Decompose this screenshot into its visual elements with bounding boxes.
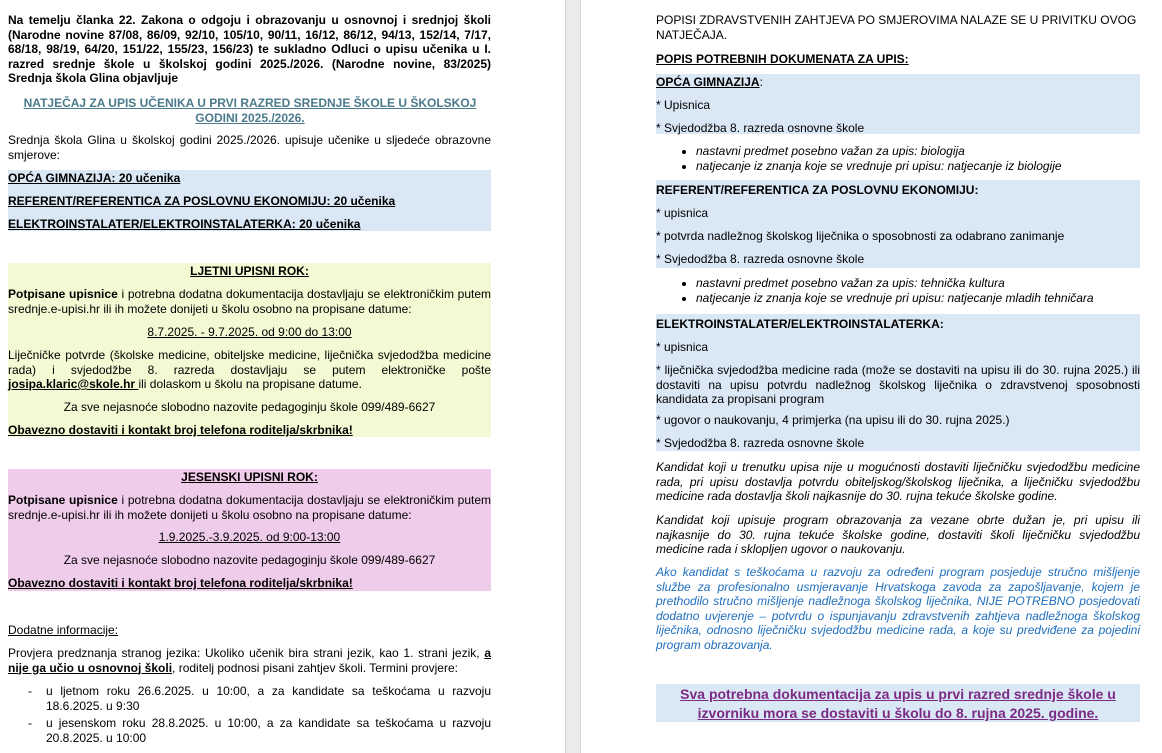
list-item: - u jesenskom roku 28.8.2025. u 10:00, a za kandidate sa teškoćama u razvoju 20.8.2025. u 10:00	[46, 716, 491, 745]
summer-enrolment-box	[8, 263, 491, 437]
list-item: • nastavni predmet posebno važan za upis: biologija	[696, 144, 1140, 159]
program-item: OPĆA GIMNAZIJA: 20 učenika	[8, 171, 181, 185]
final-notice-box	[656, 684, 1140, 722]
gym-bullets	[656, 144, 1140, 174]
summer-mandatory: Obavezno dostaviti i kontakt broj telefona roditelja/skrbnika!	[8, 423, 353, 437]
eco-docs-box	[656, 180, 1140, 268]
doc-item: * liječnička svjedodžba medicine rada (može se dostaviti na upisu ili do 30. rujna 2025.) ili dostaviti na upisu potvrdu nadležnog školskog liječnika o zdravstvenoj sposobnosti kandidata za propisani program	[656, 363, 1140, 406]
summer-medical-paragraph: Liječničke potvrde (školske medicine, obiteljske medicine, liječnička svjedodžba medicine rada) i svjedodžbe 8. razreda dostavljaju se putem elektroničke pošte josipa.klaric@skole.hr ili dolaskom u školu na propisane datume.	[8, 348, 491, 391]
gym-heading: OPĆA GIMNAZIJA:	[656, 75, 763, 89]
doc-item: * upisnica	[656, 206, 709, 220]
autumn-enrolment-box	[8, 469, 491, 591]
autumn-contact: Za sve nejasnoće slobodno nazovite pedagoginju škole 099/489-6627	[63, 553, 436, 567]
note-crafts: Kandidat koji upisuje program obrazovanja za vezane obrte dužan je, pri upisu ili najkasnije do 30. rujna tekuće školske godine, dostaviti školi liječničku svjedodžbu medicine rada i sklopljen ugovor o naukovanju.	[656, 513, 1140, 556]
doc-item: * Svjedodžba 8. razreda osnovne škole	[656, 121, 865, 135]
docs-heading: POPIS POTREBNIH DOKUMENATA ZA UPIS:	[656, 52, 909, 66]
summer-heading: LJETNI UPISNI ROK:	[190, 264, 309, 278]
page-gutter	[565, 0, 581, 753]
doc-item: * Svjedodžba 8. razreda osnovne škole	[656, 436, 865, 450]
program-item: REFERENT/REFERENTICA ZA POSLOVNU EKONOMIJU: 20 učenika	[8, 194, 396, 208]
enrol-text: Srednja škola Glina u školskoj godini 2025./2026. upisuje učenike u sljedeće obrazovne smjerove:	[8, 133, 491, 162]
list-item: • natjecanje iz znanja koje se vrednuje pri upisu: natjecanje iz biologije	[696, 159, 1140, 174]
summer-contact: Za sve nejasnoće slobodno nazovite pedagoginju škole 099/489-6627	[63, 400, 436, 414]
extra-info-list	[8, 684, 491, 748]
elec-heading: ELEKTROINSTALATER/ELEKTROINSTALATERKA:	[656, 317, 944, 331]
document-page-right	[581, 0, 1162, 753]
list-item: • nastavni predmet posebno važan za upis: tehnička kultura	[696, 276, 1140, 291]
note-disability: Ako kandidat s teškoćama u razvoju za određeni program posjeduje stručno mišljenje službe za profesionalno usmjeravanje Hrvatskoga zavoda za zapošljavanje, kojem je prethodilo stručno mišljenje nadležnoga školskog liječnika, NIJE POTREBNO posjedovati dodatno uvjerenje – potvrdu o ispunjavanju zdravstvenih zahtjeva nadležnoga školskog liječnika, odnosno liječničku svjedodžbu medicine rada, a koje su predviđene za pojedini program obrazovanja.	[656, 565, 1140, 652]
competition-title: NATJEČAJ ZA UPIS UČENIKA U PRVI RAZRED SREDNJE ŠKOLE U ŠKOLSKOJ GODINI 2025./2026.	[23, 96, 477, 125]
extra-info-heading: Dodatne informacije:	[8, 623, 119, 637]
email-link[interactable]: josipa.klaric@skole.hr	[8, 377, 139, 391]
autumn-paragraph: Potpisane upisnice i potrebna dodatna dokumentacija dostavljaju se elektroničkim putem srednje.e-upisi.hr ili ih možete donijeti u školu osobno na propisane datume:	[8, 493, 492, 522]
autumn-mandatory: Obavezno dostaviti i kontakt broj telefona roditelja/skrbnika!	[8, 576, 353, 590]
list-item: - u ljetnom roku 26.6.2025. u 10:00, a za kandidate sa teškoćama u razvoju 18.6.2025. u 9:30	[46, 684, 491, 713]
eco-bullets	[656, 276, 1140, 306]
extra-info-paragraph: Provjera predznanja stranog jezika: Ukoliko učenik bira strani jezik, kao 1. strani jezik, a nije ga učio u osnovnoj školi, roditelj podnosi pisani zahtjev školi. Termini provjere:	[8, 646, 491, 675]
programs-box	[8, 170, 491, 231]
elec-docs-box	[656, 314, 1140, 451]
summer-paragraph: Potpisane upisnice i potrebna dodatna dokumentacija dostavljaju se elektroničkim putem srednje.e-upisi.hr ili ih možete donijeti u školu osobno na propisane datume:	[8, 287, 492, 316]
autumn-heading: JESENSKI UPISNI ROK:	[181, 470, 318, 484]
eco-heading: REFERENT/REFERENTICA ZA POSLOVNU EKONOMIJU:	[656, 183, 979, 197]
autumn-dates: 1.9.2025.-3.9.2025. od 9:00-13:00	[158, 530, 341, 544]
program-item: ELEKTROINSTALATER/ELEKTROINSTALATERKA: 20 učenika	[8, 217, 361, 231]
doc-item: * Svjedodžba 8. razreda osnovne škole	[656, 252, 865, 266]
final-notice: Sva potrebna dokumentacija za upis u prvi razred srednje škole u izvorniku mora se dostaviti u školu do 8. rujna 2025. godine.	[680, 686, 1116, 721]
intro-paragraph: Na temelju članka 22. Zakona o odgoju i obrazovanju u osnovnoj i srednjoj školi (Narodne novine 87/08, 86/09, 92/10, 105/10, 90/11, 16/12, 86/12, 94/13, 152/14, 7/17, 68/18, 98/19, 64/20, 151/22, 155/23, 156/23) te sukladno Odluci o upisu učenika u I. razred srednjе škole u školskoj godini 2025./2026. (Narodne novine, 83/2025) Srednja škola Glina objavljuje	[8, 13, 491, 85]
note-medical: Kandidat koji u trenutku upisa nije u mogućnosti dostaviti liječničku svjedodžbu medicine rada, pri upisu dostavlja potvrdu obiteljskog/školskog liječnika, a liječničku svjedodžbu medicine rada dostavlja školi najkasnije do 30. rujna tekuće školske godine.	[656, 460, 1140, 503]
list-item: • natjecanje iz znanja koje se vrednuje pri upisu: natjecanje mladih tehničara	[696, 291, 1140, 306]
doc-item: * upisnica	[656, 340, 709, 354]
doc-item: * ugovor o naukovanju, 4 primjerka (na upisu ili do 30. rujna 2025.)	[656, 413, 1010, 427]
gym-docs-box	[656, 74, 1140, 134]
doc-item: * potvrda nadležnog školskog liječnika o sposobnosti za odabrano zanimanje	[656, 229, 1065, 243]
summer-dates: 8.7.2025. - 9.7.2025. od 9:00 do 13:00	[147, 325, 352, 339]
doc-item: * Upisnica	[656, 98, 711, 112]
document-page-left	[0, 0, 565, 753]
health-note: POPISI ZDRAVSTVENIH ZAHTJEVA PO SMJEROVIMA NALAZE SE U PRIVITKU OVOG NATJEČAJA.	[656, 13, 1137, 42]
